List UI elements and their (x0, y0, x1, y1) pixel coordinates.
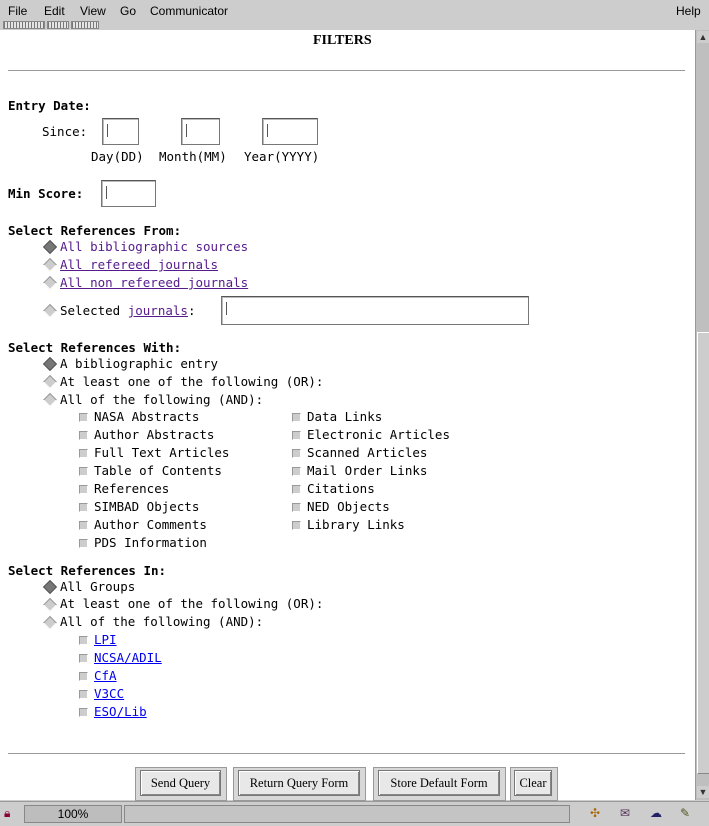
month-label: Month(MM) (159, 149, 227, 164)
text-caret (186, 124, 190, 137)
day-input[interactable] (102, 118, 139, 145)
checkbox-ncsa-adil[interactable] (79, 654, 88, 663)
bottom-divider (8, 753, 685, 755)
checkbox-references[interactable] (79, 485, 88, 494)
radio-in-and[interactable] (43, 616, 57, 630)
checkbox-scanned-articles[interactable] (292, 449, 301, 458)
month-input[interactable] (181, 118, 220, 145)
menu-edit[interactable]: Edit (44, 4, 65, 18)
with-option-label: At least one of the following (OR): (60, 374, 324, 389)
page-content (0, 30, 695, 800)
status-message-field (124, 805, 570, 823)
group-link-lpi[interactable]: LPI (94, 632, 117, 647)
checkbox-label: NED Objects (307, 499, 390, 514)
store-default-form-button[interactable]: Store Default Form (378, 770, 500, 796)
radio-in-or[interactable] (43, 598, 57, 612)
toolbar-grip-location[interactable] (47, 21, 69, 29)
send-query-button[interactable]: Send Query (140, 770, 221, 796)
checkbox-eso-lib[interactable] (79, 708, 88, 717)
checkbox-label: Library Links (307, 517, 405, 532)
toolbar-grip-navigation[interactable] (3, 21, 45, 29)
checkbox-label: PDS Information (94, 535, 207, 550)
non-refereed-journals-link[interactable]: All non refereed journals (60, 275, 249, 290)
menu-file[interactable]: File (8, 4, 28, 18)
page-title: FILTERS (313, 33, 372, 48)
checkbox-label: Table of Contents (94, 463, 222, 478)
checkbox-v3cc[interactable] (79, 690, 88, 699)
scroll-down-arrow-icon[interactable]: ▼ (698, 787, 708, 797)
year-label: Year(YYYY) (244, 149, 320, 164)
text-caret (267, 124, 271, 137)
year-input[interactable] (262, 118, 318, 145)
checkbox-author-abstracts[interactable] (79, 431, 88, 440)
since-label: Since: (42, 124, 88, 139)
checkbox-cfa[interactable] (79, 672, 88, 681)
checkbox-lpi[interactable] (79, 636, 88, 645)
group-link-eso-lib[interactable]: ESO/Lib (94, 704, 147, 719)
checkbox-library-links[interactable] (292, 521, 301, 530)
toolbar-grips (0, 20, 709, 30)
radio-all-groups[interactable] (43, 580, 57, 594)
checkbox-label: Author Abstracts (94, 427, 215, 442)
checkbox-ned-objects[interactable] (292, 503, 301, 512)
checkbox-nasa-abstracts[interactable] (79, 413, 88, 422)
selected-suffix: : (187, 303, 196, 318)
mail-icon[interactable]: ✉ (620, 806, 631, 820)
min-score-input[interactable] (101, 180, 156, 207)
checkbox-mail-order-links[interactable] (292, 467, 301, 476)
refereed-journals-link[interactable]: All refereed journals (60, 257, 219, 272)
radio-selected-journals[interactable] (43, 304, 57, 318)
select-with-heading: Select References With: (8, 340, 182, 355)
return-query-form-button[interactable]: Return Query Form (238, 770, 360, 796)
checkbox-label: NASA Abstracts (94, 409, 200, 424)
radio-bibliographic-entry[interactable] (43, 357, 57, 371)
sitemap-icon[interactable]: ✣ (590, 806, 601, 820)
menu-go[interactable]: Go (120, 4, 137, 18)
with-option-label: A bibliographic entry (60, 356, 219, 371)
scroll-thumb[interactable] (697, 332, 709, 774)
discussion-icon[interactable]: ☁ (650, 806, 662, 820)
security-lock-icon[interactable]: 🔒︎ (4, 806, 11, 820)
toolbar-grip-personal[interactable] (71, 21, 99, 29)
checkbox-electronic-articles[interactable] (292, 431, 301, 440)
checkbox-label: Electronic Articles (307, 427, 450, 442)
checkbox-label: SIMBAD Objects (94, 499, 200, 514)
group-link-v3cc[interactable]: V3CC (94, 686, 125, 701)
menu-view[interactable]: View (80, 4, 106, 18)
group-link-cfa[interactable]: CfA (94, 668, 117, 683)
checkbox-citations[interactable] (292, 485, 301, 494)
text-caret (107, 124, 111, 137)
radio-with-or[interactable] (43, 375, 57, 389)
composer-icon[interactable]: ✎ (680, 806, 691, 820)
all-sources-label[interactable]: All bibliographic sources (60, 239, 249, 254)
checkbox-author-comments[interactable] (79, 521, 88, 530)
checkbox-data-links[interactable] (292, 413, 301, 422)
checkbox-simbad-objects[interactable] (79, 503, 88, 512)
in-option-label: At least one of the following (OR): (60, 596, 324, 611)
radio-with-and[interactable] (43, 393, 57, 407)
radio-non-refereed[interactable] (43, 276, 57, 290)
checkbox-full-text[interactable] (79, 449, 88, 458)
journals-input[interactable] (221, 296, 529, 325)
zoom-level: 100% (24, 805, 122, 823)
text-caret (226, 302, 230, 315)
group-link-ncsa-adil[interactable]: NCSA/ADIL (94, 650, 162, 665)
day-label: Day(DD) (91, 149, 144, 164)
checkbox-pds-information[interactable] (79, 539, 88, 548)
checkbox-label: Data Links (307, 409, 383, 424)
menu-help[interactable]: Help (676, 4, 701, 18)
in-option-label: All Groups (60, 579, 136, 594)
checkbox-label: Scanned Articles (307, 445, 428, 460)
vertical-scrollbar[interactable] (695, 30, 709, 800)
selected-journals-label (60, 303, 195, 318)
checkbox-label: Author Comments (94, 517, 207, 532)
radio-refereed[interactable] (43, 258, 57, 272)
top-divider (8, 70, 685, 72)
checkbox-table-of-contents[interactable] (79, 467, 88, 476)
checkbox-label: Citations (307, 481, 375, 496)
checkbox-label: References (94, 481, 170, 496)
scroll-up-arrow-icon[interactable]: ▲ (698, 32, 708, 42)
entry-date-heading: Entry Date: (8, 98, 91, 113)
radio-all-sources[interactable] (43, 240, 57, 254)
clear-button[interactable]: Clear (514, 770, 552, 796)
checkbox-label: Full Text Articles (94, 445, 230, 460)
menu-communicator[interactable]: Communicator (150, 4, 229, 18)
checkbox-label: Mail Order Links (307, 463, 428, 478)
with-option-label: All of the following (AND): (60, 392, 264, 407)
in-option-label: All of the following (AND): (60, 614, 264, 629)
select-in-heading: Select References In: (8, 563, 167, 578)
journals-link[interactable]: journals (127, 303, 188, 318)
selected-prefix: Selected (60, 303, 128, 318)
text-caret (106, 186, 110, 199)
menu-bar (0, 0, 709, 21)
min-score-label: Min Score: (8, 186, 84, 201)
select-from-heading: Select References From: (8, 223, 182, 238)
status-bar (0, 801, 709, 826)
